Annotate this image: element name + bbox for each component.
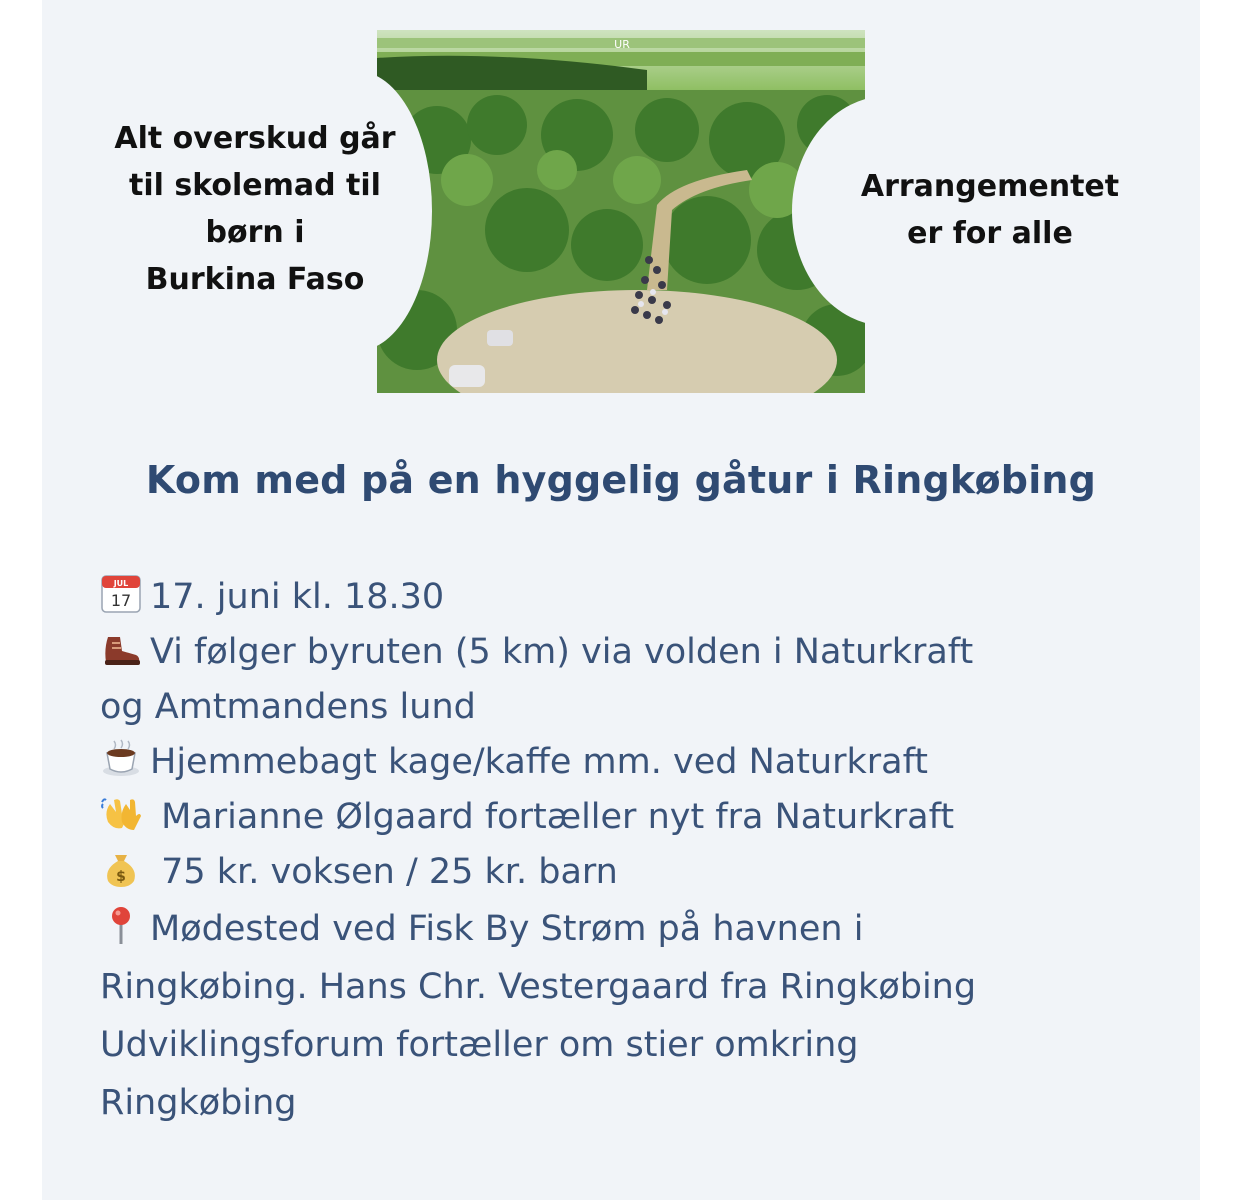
detail-meeting-text-1: Mødested ved Fisk By Strøm på havnen i — [150, 909, 864, 949]
detail-date-text: 17. juni kl. 18.30 — [150, 577, 445, 617]
calendar-day: 17 — [110, 591, 132, 610]
aerial-photo — [377, 30, 865, 393]
hot-beverage-icon — [100, 737, 142, 779]
detail-speaker-text: Marianne Ølgaard fortæller nyt fra Naturkraft — [150, 797, 955, 837]
detail-speaker — [100, 790, 1160, 845]
detail-meeting-text-2: Ringkøbing. Hans Chr. Vestergaard fra Ringkøbing — [100, 967, 977, 1007]
calendar-icon — [100, 572, 142, 614]
detail-route — [100, 625, 1160, 680]
left-note: Alt overskud går til skolemad til børn i Burkina Faso — [114, 121, 396, 297]
photo-overlay-text: UR — [614, 38, 630, 51]
waving-hands-icon — [100, 792, 142, 834]
detail-route-line-2 — [100, 680, 1160, 735]
detail-meeting-text-3: Udviklingsforum fortæller om stier omkring — [100, 1025, 859, 1065]
calendar-month: JUL — [113, 579, 129, 588]
round-pushpin-icon — [100, 904, 142, 946]
detail-meeting-line-2 — [100, 958, 1160, 1016]
detail-price-text: 75 kr. voksen / 25 kr. barn — [150, 852, 618, 892]
aerial-photo-illustration — [377, 30, 865, 393]
svg-text:$: $ — [116, 869, 126, 885]
event-details — [100, 570, 1160, 1132]
money-bag-icon — [100, 847, 142, 889]
detail-price — [100, 845, 1160, 900]
page-title: Kom med på en hyggelig gåtur i Ringkøbing — [145, 458, 1097, 502]
detail-meeting-line-3 — [100, 1016, 1160, 1074]
hiking-boot-icon — [100, 627, 142, 669]
right-note: Arrangementet er for alle — [860, 169, 1120, 251]
detail-meeting — [100, 900, 1160, 958]
detail-coffee-text: Hjemmebagt kage/kaffe mm. ved Naturkraft — [150, 742, 929, 782]
detail-route-text-1: Vi følger byruten (5 km) via volden i Naturkraft — [150, 632, 974, 672]
detail-meeting-line-4 — [100, 1074, 1160, 1132]
detail-date — [100, 570, 1160, 625]
detail-meeting-text-4: Ringkøbing — [100, 1083, 297, 1123]
detail-coffee — [100, 735, 1160, 790]
detail-route-text-2: og Amtmandens lund — [100, 687, 476, 727]
